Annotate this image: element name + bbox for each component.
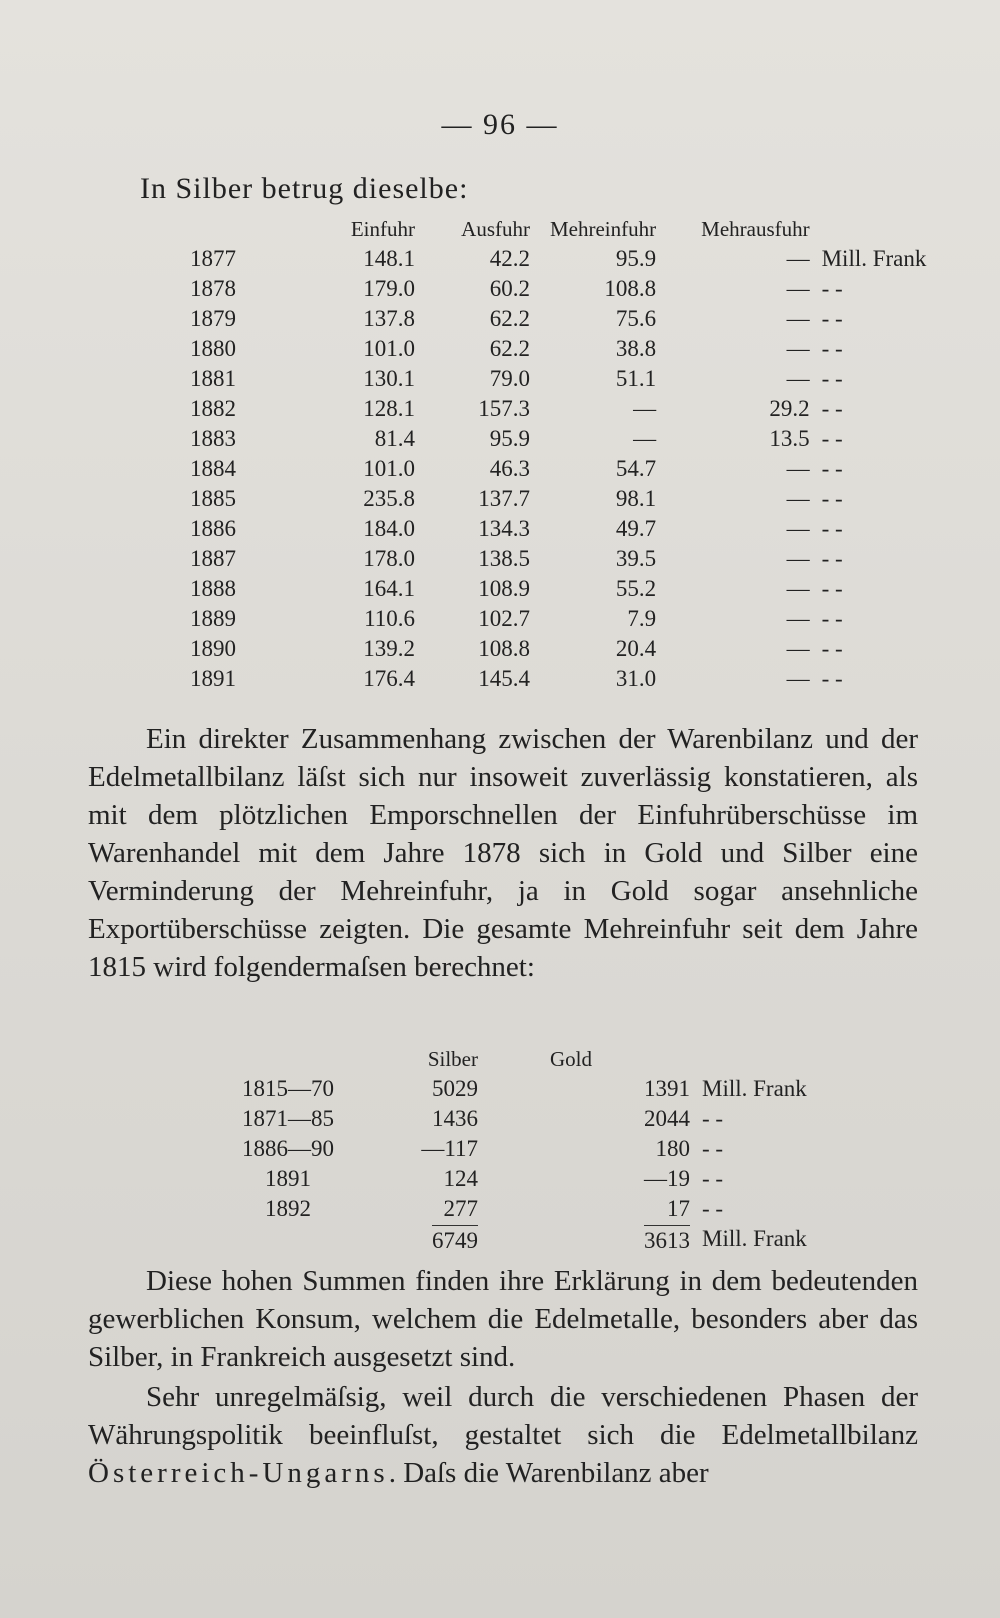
ausfuhr-cell: 42.2 (489, 246, 530, 271)
table-row (190, 514, 932, 544)
mehrausfuhr-cell: 13.5 (769, 426, 810, 451)
mehrausfuhr-cell: — (786, 486, 810, 511)
table-row (190, 454, 932, 484)
year-cell: 1879 (190, 306, 236, 331)
ausfuhr-cell: 60.2 (489, 276, 530, 301)
ausfuhr-cell: 62.2 (489, 306, 530, 331)
mehrausfuhr-cell: — (786, 516, 810, 541)
silver-intro: In Silber betrug dieselbe: (140, 172, 469, 205)
total-silber-value: 6749 (432, 1225, 478, 1254)
einfuhr-cell: 101.0 (363, 456, 415, 481)
ausfuhr-cell: 79.0 (489, 366, 530, 391)
unit-cell: - - (821, 456, 843, 481)
period-header (228, 1044, 348, 1074)
mehreinfuhr-cell: 75.6 (615, 306, 657, 331)
table-row (190, 424, 932, 454)
unit-cell: - - (821, 516, 843, 541)
period-cell: 1892 (265, 1196, 311, 1221)
mehrausfuhr-cell: — (786, 336, 810, 361)
paragraph-3-spaced: Österreich-Ungarns (88, 1457, 389, 1489)
silber-cell: 1436 (432, 1106, 478, 1131)
unit-cell: - - (821, 606, 843, 631)
table-header-row (190, 214, 932, 244)
einfuhr-cell: 235.8 (363, 486, 415, 511)
total-gold-value: 3613 (644, 1225, 690, 1254)
mehreinfuhr-cell: 7.9 (627, 606, 657, 631)
cumulative-import-body (228, 1074, 842, 1224)
table-row (190, 244, 932, 274)
ausfuhr-cell: 134.3 (478, 516, 530, 541)
unit-cell: Mill. Frank (821, 246, 927, 271)
year-cell: 1884 (190, 456, 236, 481)
mehreinfuhr-cell: 20.4 (615, 636, 657, 661)
year-cell: 1889 (190, 606, 236, 631)
mehrausfuhr-cell: — (786, 366, 810, 391)
unit-cell: Mill. Frank (702, 1076, 807, 1101)
table-row (228, 1164, 842, 1194)
mehrausfuhr-cell: — (786, 456, 810, 481)
einfuhr-cell: 148.1 (363, 246, 415, 271)
mehreinfuhr-cell: 55.2 (615, 576, 657, 601)
year-cell: 1877 (190, 246, 236, 271)
mehreinfuhr-cell: 54.7 (615, 456, 657, 481)
einfuhr-cell: 137.8 (363, 306, 415, 331)
table-row (228, 1104, 842, 1134)
mehreinfuhr-cell: 49.7 (615, 516, 657, 541)
mehrausfuhr-cell: — (786, 666, 810, 691)
ausfuhr-cell: 137.7 (478, 486, 530, 511)
gold-cell: 1391 (644, 1076, 690, 1101)
unit-cell: - - (821, 486, 843, 511)
table-row (190, 394, 932, 424)
silber-cell: 124 (443, 1166, 478, 1191)
unit-cell: - - (702, 1166, 724, 1191)
ausfuhr-cell: 145.4 (478, 666, 530, 691)
paragraph-3 (88, 1378, 918, 1492)
gold-cell: 2044 (644, 1106, 690, 1131)
silber-cell: 277 (443, 1196, 478, 1221)
total-gold (498, 1224, 690, 1254)
gold-cell: —19 (644, 1166, 690, 1191)
mehrausfuhr-cell: — (786, 546, 810, 571)
einfuhr-cell: 130.1 (363, 366, 415, 391)
unit-header (690, 1044, 842, 1074)
table-row (190, 574, 932, 604)
paragraph-3-end: . Daſs die Warenbilanz aber (388, 1457, 709, 1489)
unit-cell: - - (821, 666, 843, 691)
unit-cell: - - (702, 1196, 724, 1221)
mehrausfuhr-header: Mehrausfuhr (701, 216, 810, 241)
unit-cell: - - (821, 396, 843, 421)
year-header (190, 214, 315, 244)
unit-cell: - - (821, 546, 843, 571)
mehreinfuhr-cell: 108.8 (604, 276, 657, 301)
paragraph-2: Diese hohen Summen finden ihre Erklärung in dem bedeutenden gewerblichen Konsum, welchem die Edelmetalle, besonders aber das Silber, in Frankreich ausgesetzt sind. (88, 1265, 918, 1373)
einfuhr-cell: 179.0 (363, 276, 415, 301)
mehreinfuhr-cell: 51.1 (615, 366, 657, 391)
unit-cell: - - (821, 366, 843, 391)
ausfuhr-header: Ausfuhr (461, 216, 530, 241)
table-row (190, 604, 932, 634)
ausfuhr-cell: 138.5 (478, 546, 530, 571)
year-cell: 1887 (190, 546, 236, 571)
ausfuhr-cell: 95.9 (489, 426, 530, 451)
table-row (190, 334, 932, 364)
paragraph-1: Ein direkter Zusammenhang zwischen der Warenbilanz und der Edelmetallbilanz läſst sich nur insoweit zuverlässig konstatieren, als mit dem plötzlichen Emporschnellen der Einfuhrüberschüsse im Warenhandel mit dem Jahre 1878 sich in Gold und Silber eine Verminderung der Mehreinfuhr, ja in Gold sogar ansehnliche Exportüberschüsse zeigten. Die gesamte Mehreinfuhr seit dem Jahre 1815 wird folgendermaſsen berechnet: (88, 723, 918, 983)
mehrausfuhr-cell: — (786, 276, 810, 301)
unit-cell: - - (821, 336, 843, 361)
gold-cell: 17 (667, 1196, 690, 1221)
page-number: — 96 — (441, 108, 559, 141)
ausfuhr-cell: 102.7 (478, 606, 530, 631)
year-cell: 1886 (190, 516, 236, 541)
mehreinfuhr-cell: 38.8 (615, 336, 657, 361)
ausfuhr-cell: 46.3 (489, 456, 530, 481)
gold-cell: 180 (655, 1136, 690, 1161)
ausfuhr-cell: 108.9 (478, 576, 530, 601)
einfuhr-cell: 178.0 (363, 546, 415, 571)
period-cell: 1815—70 (242, 1076, 334, 1101)
unit-cell: - - (821, 306, 843, 331)
table-row (190, 544, 932, 574)
year-cell: 1891 (190, 666, 236, 691)
mehreinfuhr-cell: 98.1 (615, 486, 657, 511)
period-cell: 1891 (265, 1166, 311, 1191)
year-cell: 1885 (190, 486, 236, 511)
total-label (228, 1224, 348, 1254)
silver-trade-body (190, 244, 932, 694)
einfuhr-cell: 128.1 (363, 396, 415, 421)
einfuhr-cell: 184.0 (363, 516, 415, 541)
unit-cell: - - (821, 276, 843, 301)
year-cell: 1888 (190, 576, 236, 601)
silber-cell: —117 (421, 1136, 478, 1161)
ausfuhr-cell: 62.2 (489, 336, 530, 361)
unit-header (810, 214, 932, 244)
period-cell: 1886—90 (242, 1136, 334, 1161)
total-unit: Mill. Frank (702, 1226, 807, 1251)
table-row (190, 364, 932, 394)
year-cell: 1890 (190, 636, 236, 661)
mehreinfuhr-cell: — (633, 396, 657, 421)
mehreinfuhr-cell: 31.0 (615, 666, 657, 691)
unit-cell: - - (702, 1136, 724, 1161)
table-row (190, 484, 932, 514)
table-row (190, 664, 932, 694)
mehreinfuhr-cell: 39.5 (615, 546, 657, 571)
total-silber (348, 1224, 498, 1254)
einfuhr-cell: 81.4 (374, 426, 415, 451)
einfuhr-cell: 139.2 (363, 636, 415, 661)
year-cell: 1881 (190, 366, 236, 391)
total-row (228, 1224, 842, 1254)
mehrausfuhr-cell: — (786, 246, 810, 271)
table-row (228, 1074, 842, 1104)
period-cell: 1871—85 (242, 1106, 334, 1131)
table-row (228, 1194, 842, 1224)
einfuhr-cell: 110.6 (364, 606, 415, 631)
einfuhr-header: Einfuhr (350, 216, 415, 241)
year-cell: 1880 (190, 336, 236, 361)
silber-cell: 5029 (432, 1076, 478, 1101)
unit-cell: - - (821, 426, 843, 451)
einfuhr-cell: 176.4 (363, 666, 415, 691)
gold-header: Gold (550, 1046, 592, 1071)
unit-cell: - - (821, 636, 843, 661)
year-cell: 1882 (190, 396, 236, 421)
ausfuhr-cell: 157.3 (478, 396, 530, 421)
unit-cell: - - (821, 576, 843, 601)
table-row (190, 634, 932, 664)
mehrausfuhr-cell: — (786, 576, 810, 601)
mehrausfuhr-cell: 29.2 (769, 396, 810, 421)
year-cell: 1878 (190, 276, 236, 301)
cumulative-import-table (228, 1044, 842, 1254)
table-header-row (228, 1044, 842, 1074)
mehreinfuhr-cell: 95.9 (615, 246, 657, 271)
unit-cell: - - (702, 1106, 724, 1131)
ausfuhr-cell: 108.8 (478, 636, 530, 661)
einfuhr-cell: 101.0 (363, 336, 415, 361)
silver-trade-table (190, 214, 932, 694)
mehrausfuhr-cell: — (786, 306, 810, 331)
mehreinfuhr-cell: — (633, 426, 657, 451)
einfuhr-cell: 164.1 (363, 576, 415, 601)
table-row (190, 304, 932, 334)
mehrausfuhr-cell: — (786, 606, 810, 631)
mehrausfuhr-cell: — (786, 636, 810, 661)
table-row (228, 1134, 842, 1164)
paragraph-3-start: Sehr unregelmäſsig, weil durch die verschiedenen Phasen der Währungspolitik beeinfluſst, gestaltet sich die Edelmetallbilanz (88, 1381, 918, 1451)
year-cell: 1883 (190, 426, 236, 451)
table-row (190, 274, 932, 304)
silber-header: Silber (427, 1046, 478, 1071)
mehreinfuhr-header: Mehreinfuhr (550, 216, 657, 241)
